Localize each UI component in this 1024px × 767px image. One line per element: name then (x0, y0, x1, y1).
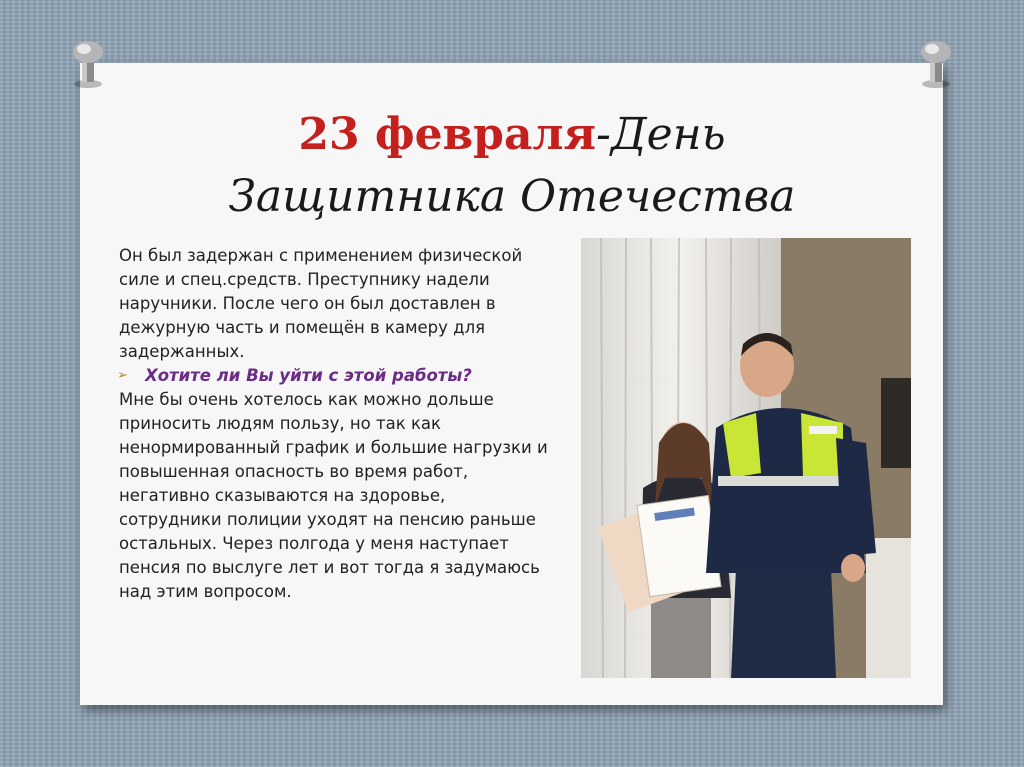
pushpin-icon (916, 38, 956, 90)
pushpin-icon (68, 38, 108, 90)
question-bullet (117, 364, 549, 388)
slide-body (119, 244, 549, 604)
title-line-2: Защитника Отечества (228, 171, 796, 222)
title-day: -День (595, 109, 726, 160)
question-text: Хотите ли Вы уйти с этой работы? (145, 366, 472, 385)
arrow-bullet-icon: ➢ (117, 368, 128, 383)
photo-officer-and-girl (581, 238, 911, 678)
slide-title (0, 104, 1024, 228)
title-line-1 (0, 104, 1024, 166)
paragraph-detention: Он был задержан с применением физической силе и спец.средств. Преступнику надели наручники. После чего он был доставлен в дежурную часть и помещён в камеру для задержанных. (119, 246, 523, 361)
paragraph-answer: Мне бы очень хотелось как можно дольше приносить людям пользу, но так как ненормированный график и большие нагрузки и повышенная опасность во время работ, негативно сказываются на здоровье, сотрудники полиции уходят на пенсию раньше остальных. Через полгода у меня наступает пенсия по выслуге лет и вот тогда я задумаюсь над этим вопросом. (119, 390, 548, 601)
title-date: 23 февраля (298, 109, 596, 160)
